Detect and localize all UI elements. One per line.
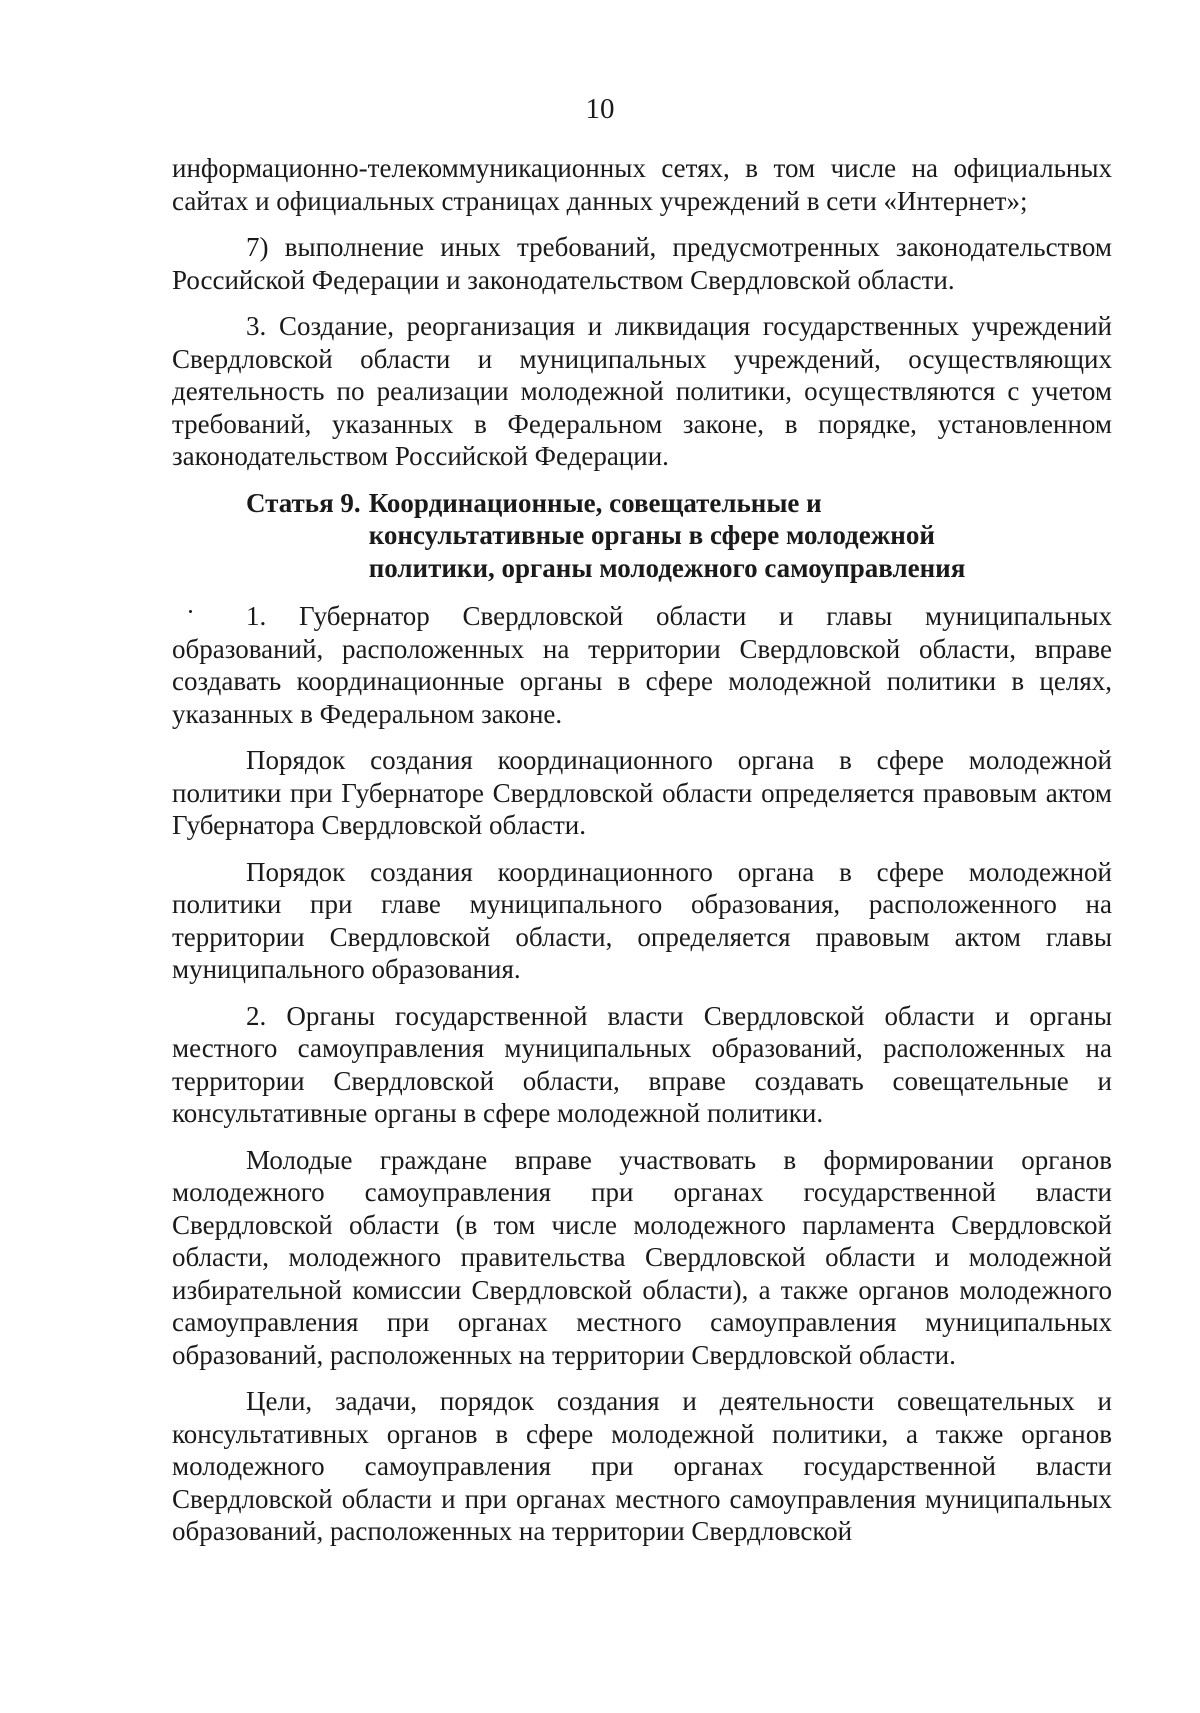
paragraph-item-7: 7) выполнение иных требований, предусмотренных законодательством Российской Федерации и законодательством Свердловской области. xyxy=(172,232,1112,295)
paragraph-governor-order: Порядок создания координационного органа в сфере молодежной политики при Губернаторе Свердловской области определяется правовым актом Губернатора Свердловской области. xyxy=(172,745,1112,840)
page-number: 10 xyxy=(585,93,615,125)
document-body xyxy=(172,152,1112,1562)
article-title: Координационные, совещательные и консультативные органы в сфере молодежной политики, органы молодежного самоуправления xyxy=(368,487,966,583)
paragraph-article9-2: 2. Органы государственной власти Свердловской области и органы местного самоуправления муниципальных образований, расположенных на территории Свердловской области, вправе создавать совещательные и консультативные органы в сфере молодежной политики. xyxy=(172,1000,1112,1128)
paragraph-youth-citizens: Молодые граждане вправе участвовать в формировании органов молодежного самоуправления при органах государственной власти Свердловской области (в том числе молодежного парламента Свердловской области, молодежного правительства Свердловской области и молодежной избирательной комиссии Свердловской области), а также органов молодежного самоуправления при органах местного самоуправления муниципальных образований, расположенных на территории Свердловской области. xyxy=(172,1144,1112,1370)
paragraph-article9-1: 1. Губернатор Свердловской области и главы муниципальных образований, расположенных на территории Свердловской области, вправе создавать координационные органы в сфере молодежной политики в целях, указанных в Федеральном законе. xyxy=(172,601,1112,729)
paragraph-goals-tasks: Цели, задачи, порядок создания и деятельности совещательных и консультативных органов в сфере молодежной политики, а также органов молодежного самоуправления при органах государственной власти Свердловской области и при органах местного самоуправления муниципальных образований, расположенных на территории Свердловской xyxy=(172,1386,1112,1546)
article-label: Статья 9. xyxy=(246,487,361,518)
paragraph-item-3: 3. Создание, реорганизация и ликвидация государственных учреждений Свердловской области и муниципальных учреждений, осуществляющих деятельность по реализации молодежной политики, осуществляются с учетом требований, указанных в Федеральном законе, в порядке, установленном законодательством Российской Федерации. xyxy=(172,311,1112,471)
paragraph-municipal-order: Порядок создания координационного органа в сфере молодежной политики при главе муниципального образования, расположенного на территории Свердловской области, определяется правовым актом главы муниципального образования. xyxy=(172,856,1112,984)
paragraph-continuation: информационно-телекоммуникационных сетях, в том числе на официальных сайтах и официальных страницах данных учреждений в сети «Интернет»; xyxy=(172,153,1112,216)
article-heading xyxy=(246,487,1112,585)
